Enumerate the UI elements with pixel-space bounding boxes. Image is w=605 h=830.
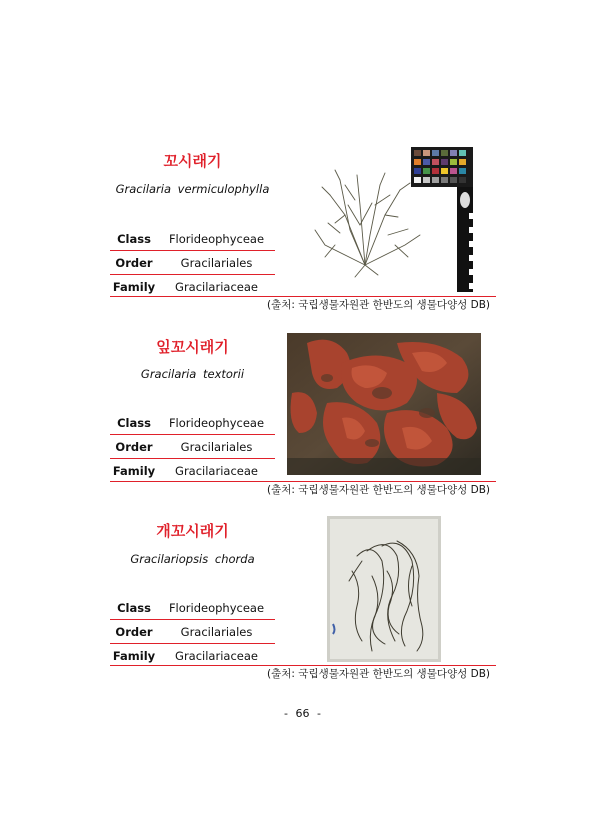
taxonomy-row-order [110,251,275,275]
source-credit: (출처: 국립생물자원관 한반도의 생물다양성 DB) [267,484,490,496]
scientific-name: Gracilaria textorii [140,367,245,381]
scientific-name: Gracilaria vermiculophylla [115,182,270,196]
taxonomy-row-order [110,620,275,644]
taxonomy-table [110,227,275,298]
taxonomy-value: Florideophyceae [168,231,265,246]
specimen-photo [287,333,481,475]
taxonomy-table [110,411,275,482]
taxonomy-value: Gracilariaceae [175,279,258,294]
taxonomy-value: Gracilariales [180,255,253,270]
scientific-name: Gracilariopsis chorda [130,552,255,566]
page-number: - 66 - [284,707,321,720]
korean-name: 꼬시래기 [163,152,222,170]
taxonomy-key: Class [117,600,151,615]
taxonomy-row-family [110,644,275,667]
taxonomy-row-family [110,275,275,298]
specimen-photo [327,516,441,662]
taxonomy-value: Florideophyceae [168,415,265,430]
taxonomy-key: Order [115,624,153,639]
taxonomy-table [110,596,275,667]
korean-name: 잎꼬시래기 [156,338,229,356]
taxonomy-key: Order [115,255,153,270]
taxonomy-value: Gracilariaceae [175,648,258,663]
taxonomy-row-family [110,459,275,482]
taxonomy-value: Florideophyceae [168,600,265,615]
korean-name: 개꼬시래기 [156,522,229,540]
taxonomy-value: Gracilariales [180,439,253,454]
taxonomy-value: Gracilariaceae [175,463,258,478]
taxonomy-key: Order [115,439,153,454]
taxonomy-row-class [110,596,275,620]
taxonomy-key: Family [112,279,156,294]
taxonomy-key: Family [112,463,156,478]
taxonomy-value: Gracilariales [180,624,253,639]
source-credit: (출처: 국립생물자원관 한반도의 생물다양성 DB) [267,668,490,680]
taxonomy-key: Family [112,648,156,663]
taxonomy-key: Class [117,231,151,246]
taxonomy-row-order [110,435,275,459]
taxonomy-key: Class [117,415,151,430]
taxonomy-row-class [110,227,275,251]
taxonomy-row-class [110,411,275,435]
source-credit: (출처: 국립생물자원관 한반도의 생물다양성 DB) [267,299,490,311]
